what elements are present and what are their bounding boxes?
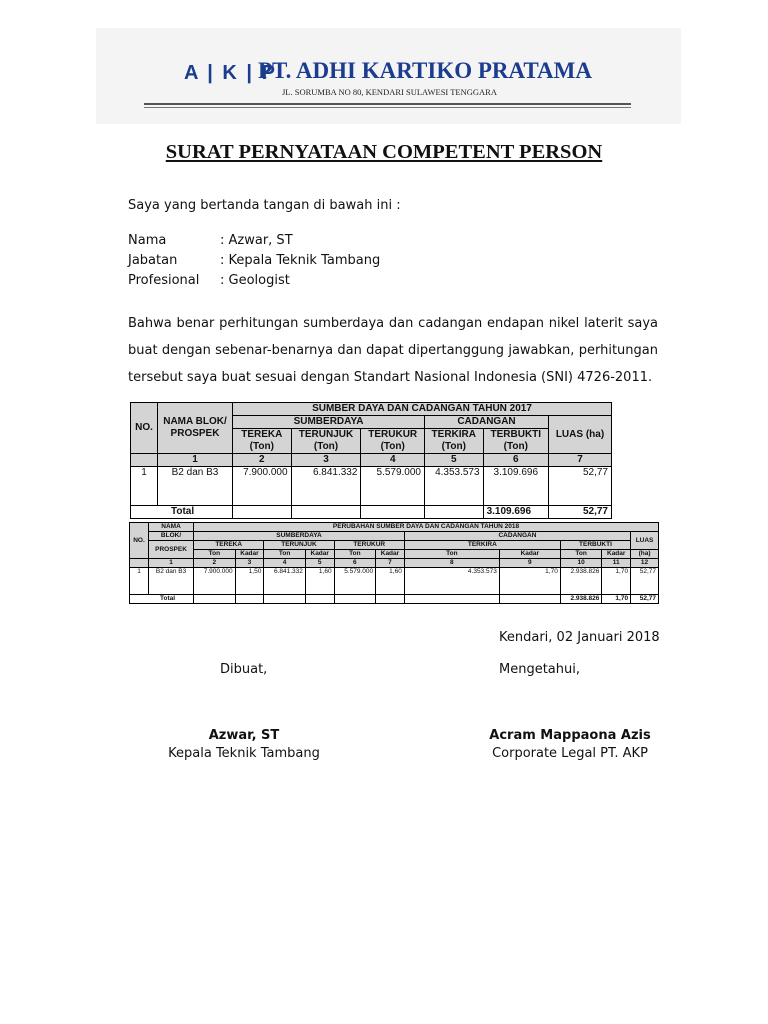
cell-terbukti-ton: 2.938.826 (560, 568, 602, 595)
header-ton: Ton (560, 550, 602, 559)
col-number: 12 (631, 559, 659, 568)
cell-no: 1 (130, 568, 149, 595)
cell-luas: 52,77 (631, 568, 659, 595)
col-number: 11 (602, 559, 631, 568)
signer-left-name: Azwar, ST (208, 728, 280, 743)
header-sumberdaya: SUMBERDAYA (233, 416, 425, 429)
col-number: 6 (334, 559, 376, 568)
cell-terkira-ton: 4.353.573 (404, 568, 499, 595)
header-sumberdaya: SUMBERDAYA (194, 532, 405, 541)
cell-tereka-ton: 7.900.000 (194, 568, 236, 595)
col-number (131, 454, 158, 467)
cell-terukur-kadar: 1,60 (376, 568, 405, 595)
header-terbukti: TERBUKTI (560, 541, 630, 550)
field-label: Profesional (128, 273, 200, 288)
header-nama-1: NAMA (149, 523, 194, 532)
col-number: 3 (291, 454, 361, 467)
header-ton: Ton (194, 550, 236, 559)
col-number: 8 (404, 559, 499, 568)
letterhead-rule-thin (144, 107, 631, 108)
field-jabatan (128, 251, 380, 271)
header-tereka-label: TEREKA (241, 429, 283, 440)
total-terbukti: 3.109.696 (483, 506, 548, 519)
cell-tereka-kadar: 1,50 (235, 568, 264, 595)
total-label: Total (130, 595, 194, 604)
cell-terukur-ton: 5.579.000 (334, 568, 376, 595)
col-number: 10 (560, 559, 602, 568)
cell-nama: B2 dan B3 (158, 467, 233, 506)
col-number: 4 (264, 559, 306, 568)
header-cadangan: CADANGAN (425, 416, 549, 429)
table-title: PERUBAHAN SUMBER DAYA DAN CADANGAN TAHUN 2018 (194, 523, 659, 532)
cell-no: 1 (131, 467, 158, 506)
cell-terunjuk: 6.841.332 (291, 467, 361, 506)
header-terukur (361, 429, 425, 454)
header-terbukti (483, 429, 548, 454)
header-tereka: TEREKA (194, 541, 264, 550)
header-terukur-label: TERUKUR (368, 429, 418, 440)
total-row (130, 595, 659, 604)
identity-fields (128, 231, 380, 291)
col-number: 7 (549, 454, 612, 467)
header-terunjuk (291, 429, 361, 454)
header-luas-unit: (ha) (631, 550, 659, 559)
col-number: 5 (425, 454, 484, 467)
header-luas: LUAS (631, 532, 659, 550)
unit-label: (Ton) (313, 441, 339, 452)
cell-terbukti: 3.109.696 (483, 467, 548, 506)
total-label: Total (131, 506, 233, 519)
header-luas: LUAS (ha) (549, 416, 612, 454)
header-kadar: Kadar (602, 550, 631, 559)
place-date: Kendari, 02 Januari 2018 (499, 630, 660, 645)
unit-label: (Ton) (380, 441, 405, 452)
statement-paragraph: Bahwa benar perhitungan sumberdaya dan cadangan endapan nikel laterit saya buat dengan sebenar-benarnya dan dapat dipertanggung jawabkan, perhitungan tersebut saya buat sesuai dengan Standart Nasional Indonesia (SNI) 4726-2011. (128, 316, 658, 385)
header-nama: NAMA BLOK/ PROSPEK (158, 403, 233, 454)
col-number: 1 (158, 454, 233, 467)
total-luas: 52,77 (549, 506, 612, 519)
col-number: 5 (305, 559, 334, 568)
header-no: NO. (130, 523, 149, 559)
col-number: 6 (483, 454, 548, 467)
cell-terbukti-kadar: 1,70 (602, 568, 631, 595)
header-cadangan: CADANGAN (404, 532, 630, 541)
col-number: 2 (194, 559, 236, 568)
col-number: 7 (376, 559, 405, 568)
resources-table-2017 (130, 402, 612, 519)
company-name: PT. ADHI KARTIKO PRATAMA (258, 58, 592, 83)
field-profesional (128, 271, 380, 291)
header-ton: Ton (334, 550, 376, 559)
unit-label: (Ton) (503, 441, 528, 452)
header-terunjuk: TERUNJUK (264, 541, 334, 550)
signer-left-role: Dibuat, (220, 662, 268, 677)
total-luas: 52,77 (631, 595, 659, 604)
table-row (130, 568, 659, 595)
cell-terkira: 4.353.573 (425, 467, 484, 506)
header-kadar: Kadar (376, 550, 405, 559)
field-label: Jabatan (128, 253, 178, 268)
header-nama-3: PROSPEK (149, 541, 194, 559)
header-terunjuk-label: TERUNJUK (298, 429, 354, 440)
header-terukur: TERUKUR (334, 541, 404, 550)
company-address: JL. SORUMBA NO 80, KENDARI SULAWESI TENGGARA (282, 87, 497, 97)
col-number: 2 (233, 454, 292, 467)
header-kadar: Kadar (235, 550, 264, 559)
letterhead (96, 28, 681, 124)
header-kadar: Kadar (499, 550, 560, 559)
intro-text: Saya yang bertanda tangan di bawah ini : (128, 198, 401, 213)
total-terbukti-kadar: 1,70 (602, 595, 631, 604)
company-logo: A | K | P (184, 62, 277, 84)
header-ton: Ton (404, 550, 499, 559)
header-terkira (425, 429, 484, 454)
resources-change-table-2018 (129, 522, 659, 604)
signer-left-title: Kepala Teknik Tambang (168, 746, 320, 761)
col-number: 1 (149, 559, 194, 568)
header-terkira: TERKIRA (404, 541, 560, 550)
cell-terukur: 5.579.000 (361, 467, 425, 506)
header-terbukti-label: TERBUKTI (490, 429, 542, 440)
letterhead-rule (144, 103, 631, 105)
header-tereka (233, 429, 292, 454)
header-kadar: Kadar (305, 550, 334, 559)
total-terbukti-ton: 2.938.826 (560, 595, 602, 604)
field-value: : Geologist (220, 273, 290, 288)
cell-nama: B2 dan B3 (149, 568, 194, 595)
field-nama (128, 231, 380, 251)
field-value: : Azwar, ST (220, 233, 293, 248)
table-title: SUMBER DAYA DAN CADANGAN TAHUN 2017 (233, 403, 612, 416)
table-row (131, 467, 612, 506)
header-nama-2: BLOK/ (149, 532, 194, 541)
cell-terunjuk-ton: 6.841.332 (264, 568, 306, 595)
cell-tereka: 7.900.000 (233, 467, 292, 506)
col-number: 4 (361, 454, 425, 467)
signer-right-title: Corporate Legal PT. AKP (492, 746, 648, 761)
field-value: : Kepala Teknik Tambang (220, 253, 381, 268)
header-ton: Ton (264, 550, 306, 559)
unit-label: (Ton) (441, 441, 466, 452)
header-terkira-label: TERKIRA (431, 429, 476, 440)
total-row (131, 506, 612, 519)
cell-luas: 52,77 (549, 467, 612, 506)
col-number: 9 (499, 559, 560, 568)
signer-right-role: Mengetahui, (499, 662, 580, 677)
col-number: 3 (235, 559, 264, 568)
header-no: NO. (131, 403, 158, 454)
document-title: SURAT PERNYATAAN COMPETENT PERSON (165, 141, 603, 163)
unit-label: (Ton) (249, 441, 274, 452)
signer-right-name: Acram Mappaona Azis (489, 728, 651, 743)
cell-terkira-kadar: 1,70 (499, 568, 560, 595)
field-label: Nama (128, 233, 167, 248)
col-number (130, 559, 149, 568)
cell-terunjuk-kadar: 1,60 (305, 568, 334, 595)
